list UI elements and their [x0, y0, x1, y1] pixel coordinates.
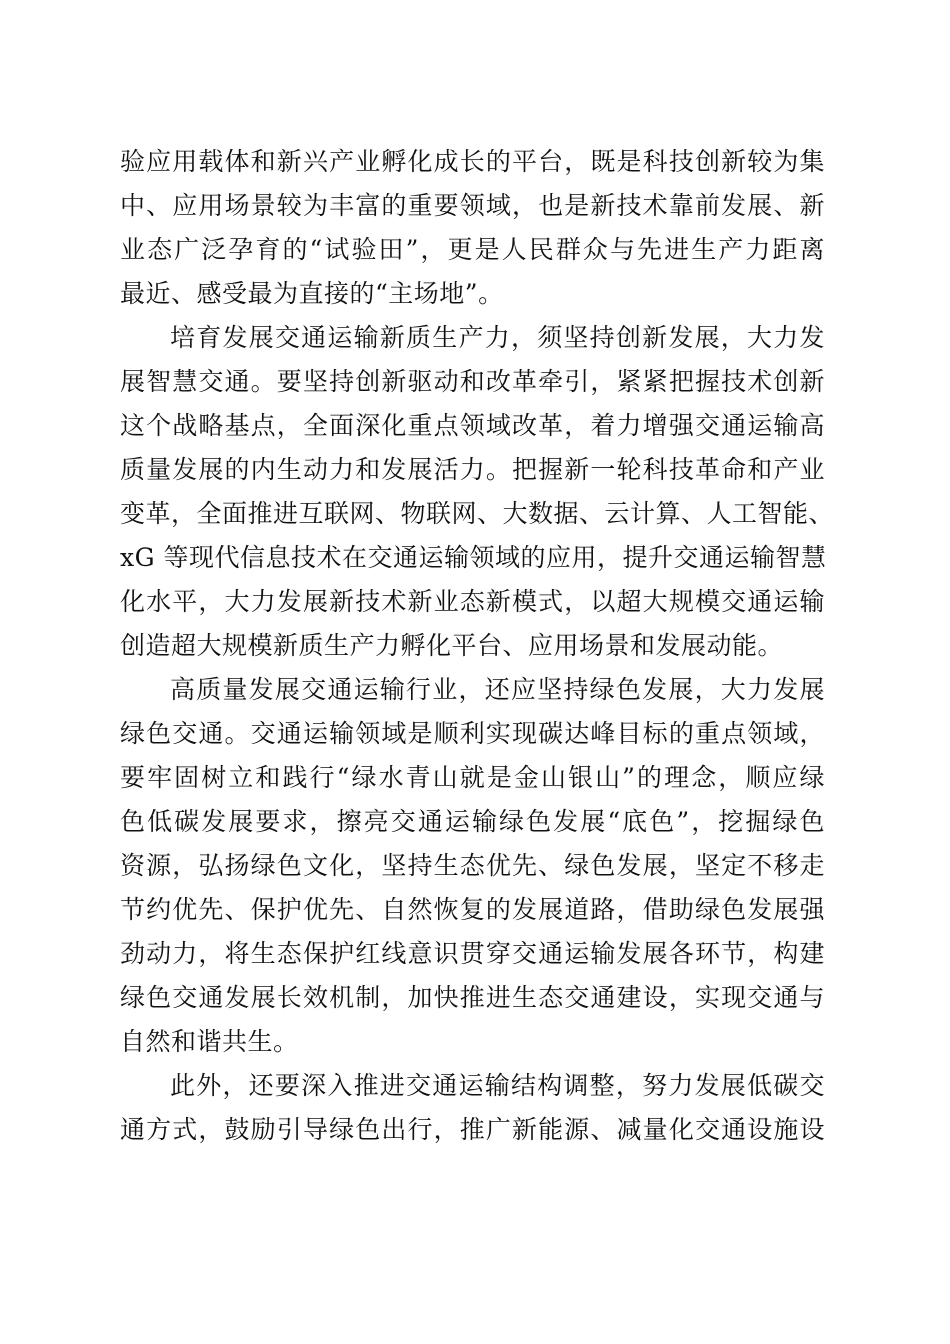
- paragraph: [120, 316, 835, 668]
- text-line: xG 等现代信息技术在交通运输领域的应用，提升交通运输智慧: [120, 543, 827, 572]
- text-line: 资源，弘扬绿色文化，坚持生态优先、绿色发展，坚定不移走: [120, 851, 825, 880]
- text-line: 最近、感受最为直接的“主场地”。: [120, 279, 504, 308]
- text-line: 中、应用场景较为丰富的重要领域，也是新技术靠前发展、新: [120, 191, 825, 220]
- text-line: 展智慧交通。要坚持创新驱动和改革牵引，紧紧把握技术创新: [120, 367, 825, 396]
- text-line: 自然和谐共生。: [120, 1027, 299, 1056]
- text-line: 化水平，大力发展新技术新业态新模式，以超大规模交通运输: [120, 587, 825, 616]
- paragraph: [120, 1064, 825, 1152]
- text-line: 要牢固树立和践行“绿水青山就是金山银山”的理念，顺应绿: [120, 763, 825, 792]
- text-line: 这个战略基点，全面深化重点领域改革，着力增强交通运输高: [120, 411, 825, 440]
- text-line: 高质量发展交通运输行业，还应坚持绿色发展，大力发展: [170, 675, 825, 704]
- text-line: 此外，还要深入推进交通运输结构调整，努力发展低碳交: [170, 1071, 825, 1100]
- text-line: 创造超大规模新质生产力孵化平台、应用场景和发展动能。: [120, 631, 784, 660]
- text-line: 节约优先、保护优先、自然恢复的发展道路，借助绿色发展强: [120, 895, 825, 924]
- text-line: 绿色交通发展长效机制，加快推进生态交通建设，实现交通与: [120, 983, 825, 1012]
- text-line: 变革，全面推进互联网、物联网、大数据、云计算、人工智能、: [120, 499, 835, 528]
- text-line: 业态广泛孕育的“试验田”，更是人民群众与先进生产力距离: [120, 235, 825, 264]
- text-line: 质量发展的内生动力和发展活力。把握新一轮科技革命和产业: [120, 455, 825, 484]
- text-line: 色低碳发展要求，擦亮交通运输绿色发展“底色”，挖掘绿色: [120, 807, 825, 836]
- paragraph: [120, 668, 825, 1064]
- body-text: [120, 140, 835, 1152]
- text-line: 通方式，鼓励引导绿色出行，推广新能源、减量化交通设施设: [120, 1115, 825, 1144]
- text-line: 绿色交通。交通运输领域是顺利实现碳达峰目标的重点领域，: [120, 719, 825, 748]
- text-line: 培育发展交通运输新质生产力，须坚持创新发展，大力发: [170, 323, 825, 352]
- text-line: 验应用载体和新兴产业孵化成长的平台，既是科技创新较为集: [120, 147, 825, 176]
- text-line: 劲动力，将生态保护红线意识贯穿交通运输发展各环节，构建: [120, 939, 825, 968]
- paragraph: [120, 140, 825, 316]
